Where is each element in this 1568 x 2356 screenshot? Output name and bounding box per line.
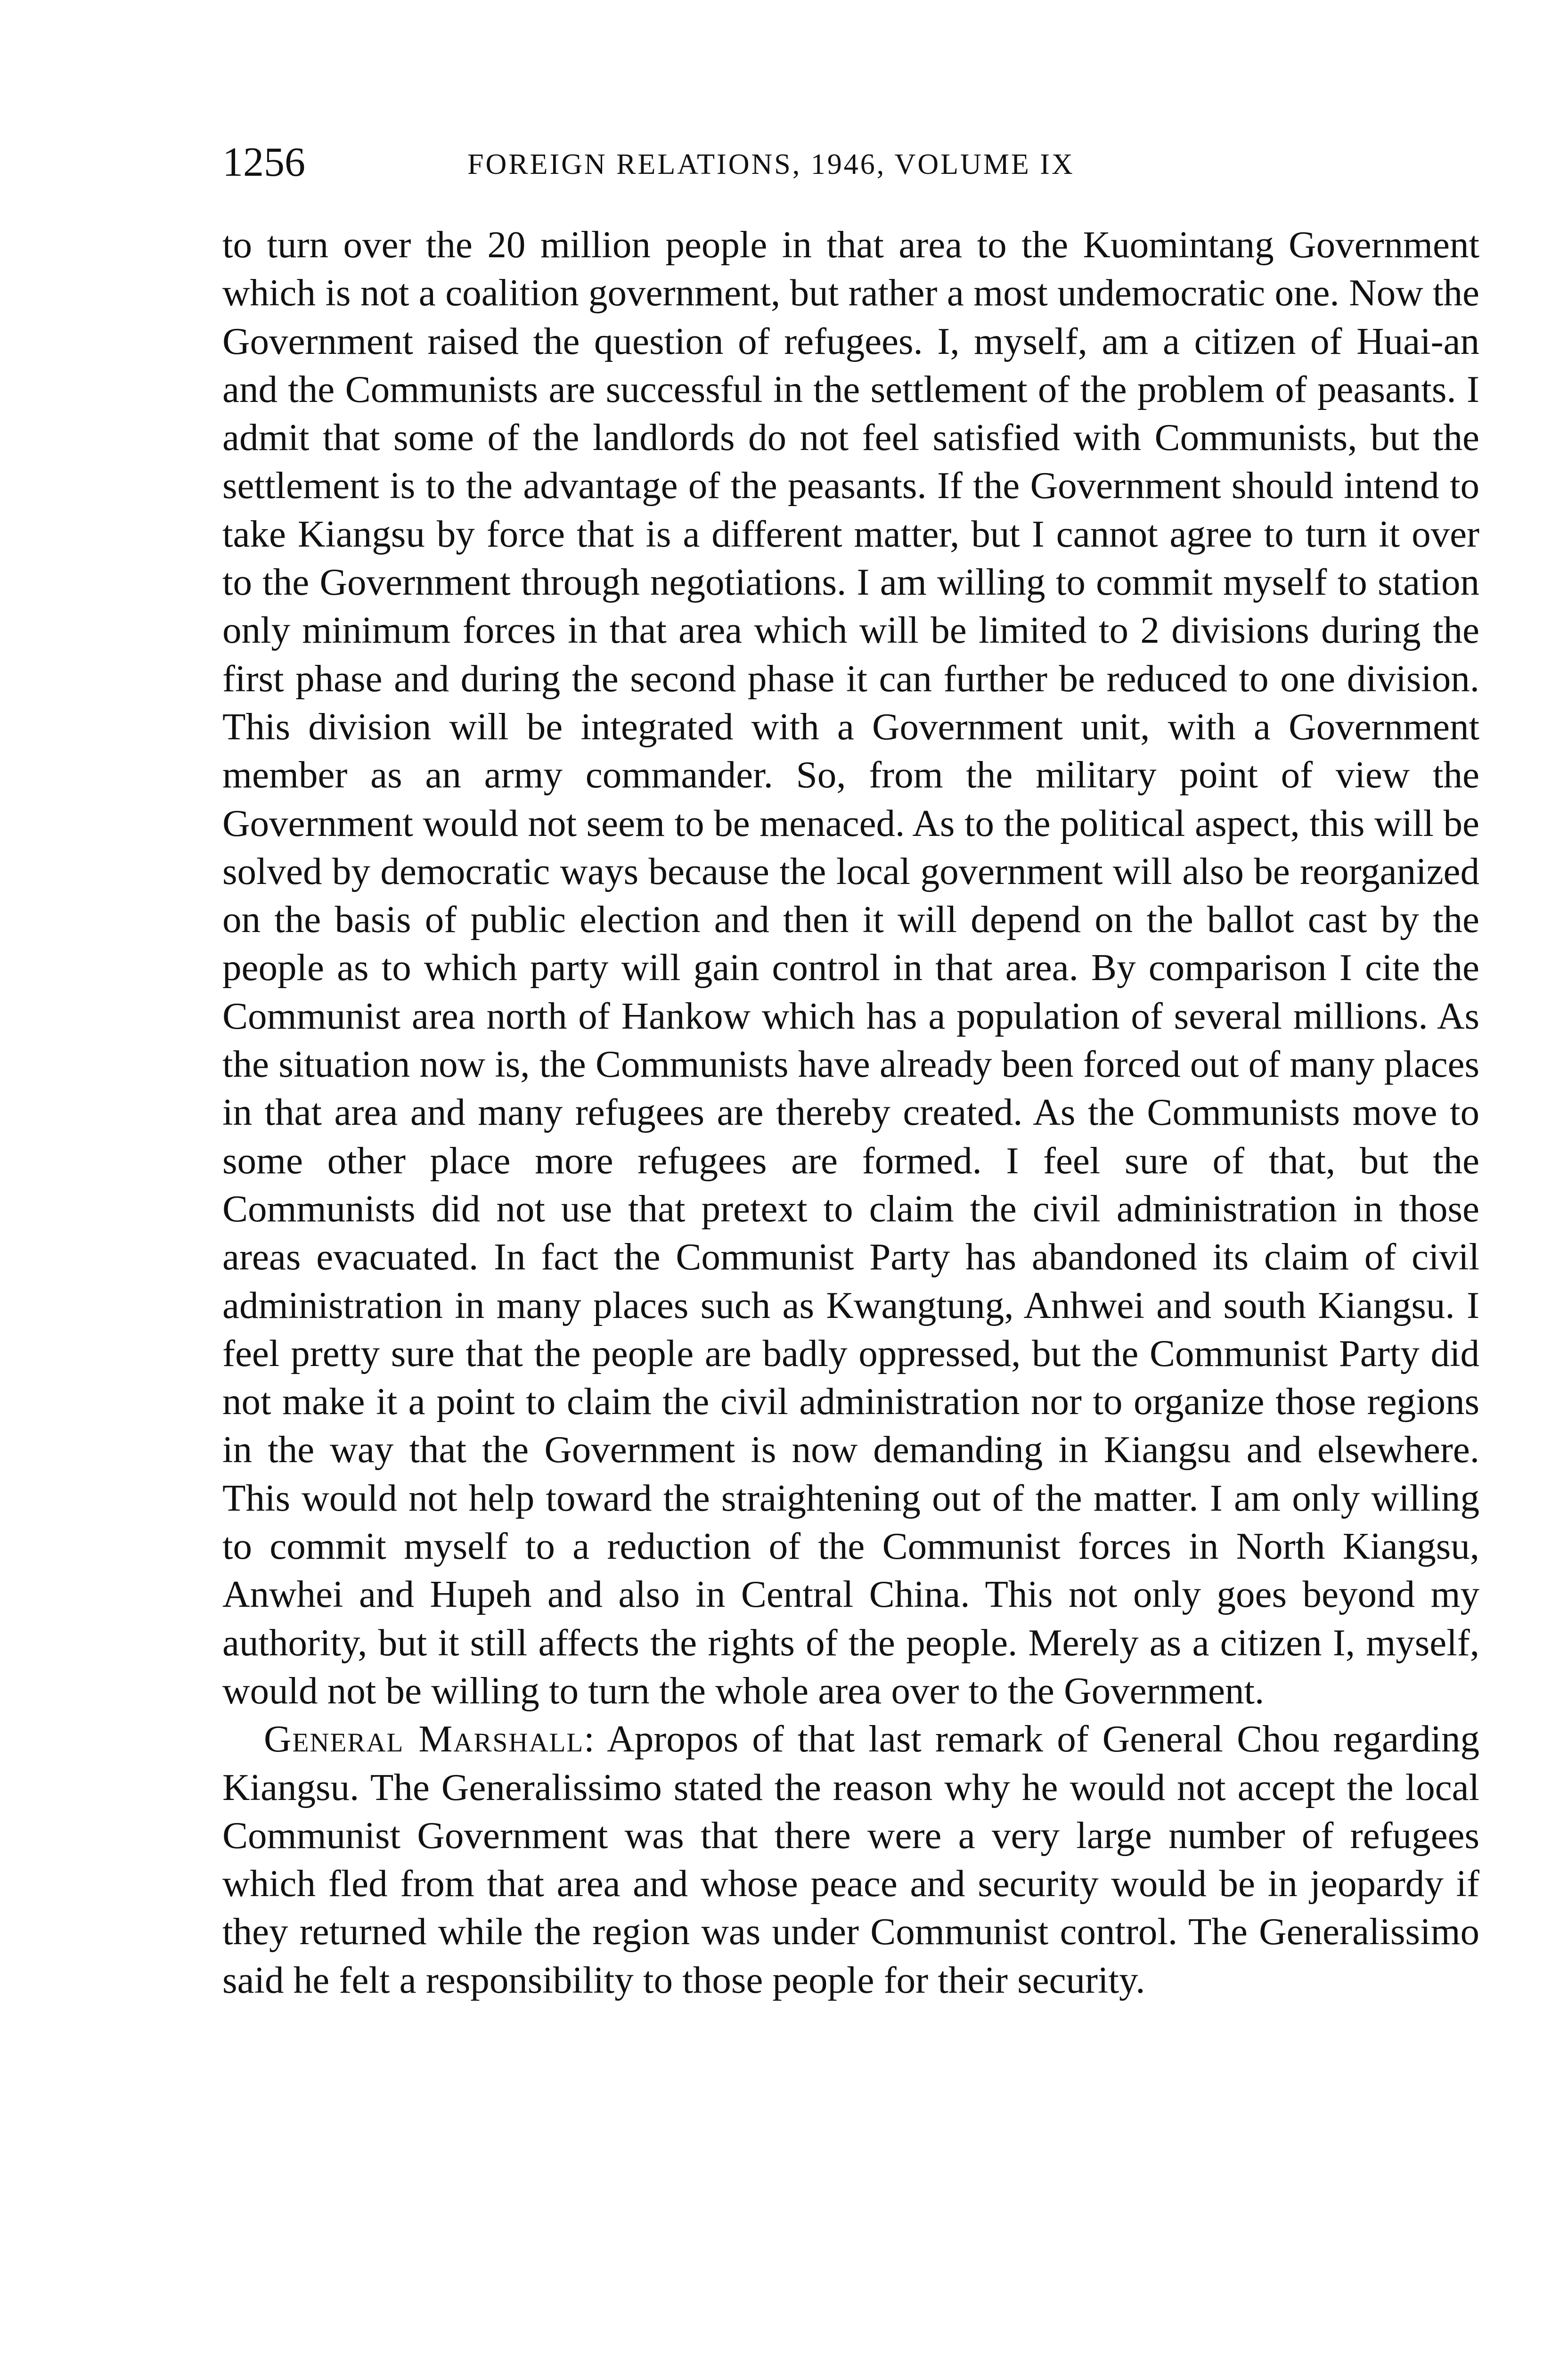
paragraph-continued: to turn over the 20 million people in that area to the Kuomintang Government which is not a coalition government, but rather a most undemocratic one. Now the Government raised the question of refugees. I, myself, am a citizen of Huai-an and the Communists are successful in the settlement of the problem of peasants. I admit that some of the landlords do not feel satisfied with Communists, but the settlement is to the advantage of the peasants. If the Government should intend to take Kiangsu by force that is a different matter, but I cannot agree to turn it over to the Government through negotiations. I am willing to commit myself to station only minimum forces in that area which will be limited to 2 divisions during the first phase and during the second phase it can further be reduced to one division. This division will be integrated with a Government unit, with a Government member as an army commander. So, from the military point of view the Government would not seem to be menaced. As to the political aspect, this will be solved by democratic ways because the local government will also be reorganized on the basis of public election and then it will depend on the ballot cast by the people as to which party will gain control in that area. By comparison I cite the Communist area north of Hankow which has a population of several millions. As the situation now is, the Communists have already been forced out of many places in that area and many refugees are thereby created. As the Communists move to some other place more refugees are formed. I feel sure of that, but the Communists did not use that pretext to claim the civil administration in those areas evacuated. In fact the Communist Party has abandoned its claim of civil administration in many places such as Kwangtung, Anhwei and south Kiangsu. I feel pretty sure that the people are badly oppressed, but the Communist Party did not make it a point to claim the civil administration nor to organize those regions in the way that the Government is now demanding in Kiangsu and elsewhere. This would not help toward the straightening out of the matter. I am only willing to commit myself to a reduction of the Communist forces in North Kiangsu, Anwhei and Hupeh and also in Central China. This not only goes beyond my authority, but it still affects the rights of the people. Merely as a citizen I, myself, would not be willing to turn the whole area over to the Government. [222,223,1479,1712]
speaker-name: General Marshall: [264,1718,596,1760]
paragraph-text: Apropos of that last remark of General Chou regarding Kiangsu. The Generalissimo stated the reason why he would not accept the local Communist Government was that there were a very large number of refugees which fled from that area and whose peace and security would be in jeopardy if they returned while the region was under Communist control. The Generalissimo said he felt a responsibility to those people for their security. [222,1718,1479,2001]
running-title: FOREIGN RELATIONS, 1946, VOLUME IX [467,148,1075,180]
page-header [222,137,1480,188]
paragraph-marshall [222,1715,1479,2004]
body-text [222,221,1479,2004]
page-number: 1256 [222,139,305,185]
